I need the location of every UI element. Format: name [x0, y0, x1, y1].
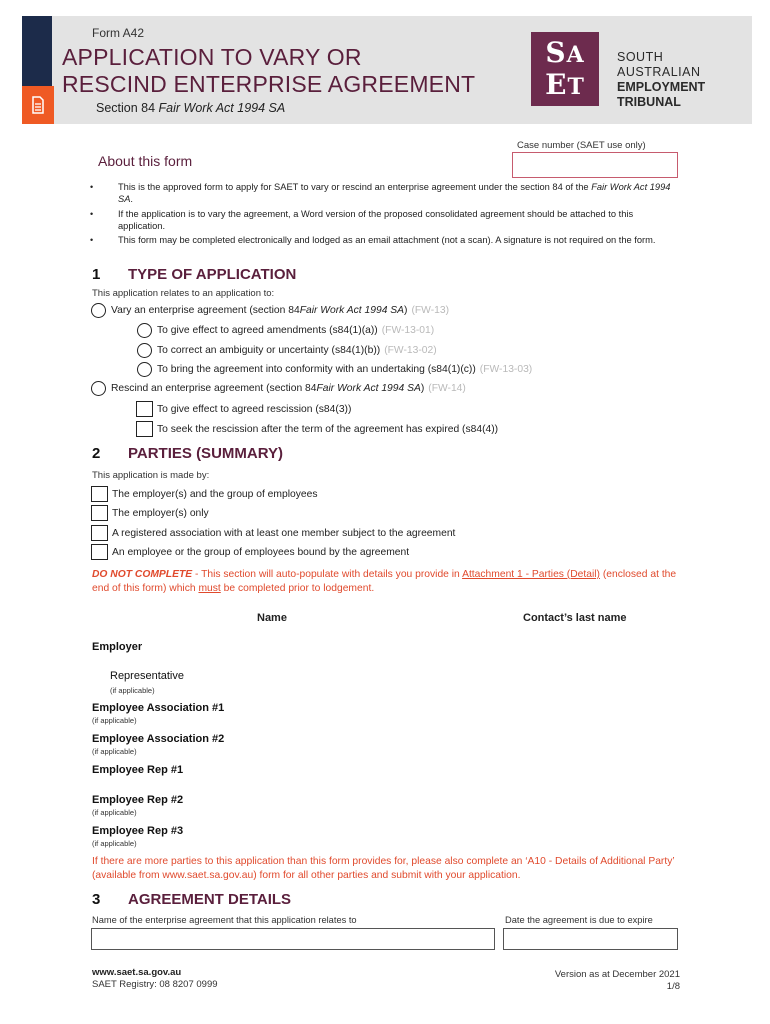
- party-representative-label: Representative: [110, 670, 184, 682]
- title-line-2: RESCIND ENTERPRISE AGREEMENT: [62, 71, 476, 97]
- radio-circle[interactable]: [137, 323, 152, 338]
- page-subtitle: [96, 101, 285, 115]
- checkbox[interactable]: [91, 505, 108, 521]
- subtitle-act: Fair Work Act 1994 SA: [158, 101, 286, 115]
- party-option-employer-and-employees[interactable]: The employer(s) and the group of employees: [91, 486, 317, 502]
- expiry-date-label: Date the agreement is due to expire: [505, 915, 653, 925]
- agreement-name-field[interactable]: [91, 928, 495, 950]
- column-header-name: Name: [257, 612, 287, 624]
- logo-line: SOUTH: [617, 50, 664, 64]
- radio-circle[interactable]: [137, 362, 152, 377]
- subtitle-prefix: Section 84: [96, 101, 159, 115]
- radio-circle[interactable]: [91, 303, 106, 318]
- logo-line: AUSTRALIAN: [617, 65, 701, 79]
- rescind-agreement-radio[interactable]: Rescind an enterprise agreement (section 84 Fair Work Act 1994 SA ) (FW-14): [91, 381, 466, 396]
- footer-website[interactable]: www.saet.sa.gov.au: [92, 967, 182, 978]
- if-applicable-note: (if applicable): [110, 686, 155, 695]
- if-applicable-note: (if applicable): [92, 716, 137, 725]
- vary-option-ambiguity[interactable]: To correct an ambiguity or uncertainty (s84(1)(b)) (FW-13-02): [137, 343, 437, 358]
- vary-agreement-radio[interactable]: Vary an enterprise agreement (section 84 Fair Work Act 1994 SA ) (FW-13): [91, 303, 449, 318]
- checkbox[interactable]: [136, 401, 153, 417]
- case-number-field[interactable]: [512, 152, 678, 178]
- additional-parties-notice: If there are more parties to this application than this form provides for, please also complete an ‘A10 - Details of Additional Party’ (available from www.saet.sa.gov.au) form for all other parties and submit with your application.: [92, 856, 675, 881]
- footer-registry: SAET Registry: 08 8207 0999: [92, 979, 218, 990]
- party-association-2-label: Employee Association #2: [92, 733, 225, 745]
- footer-version: Version as at December 2021: [554, 969, 680, 980]
- party-rep-3-label: Employee Rep #3: [92, 825, 184, 837]
- about-bullet: • This form may be completed electronically and lodged as an email attachment (not a scan). A signature is not required on the form.: [90, 235, 656, 245]
- vary-option-amendments[interactable]: To give effect to agreed amendments (s84(1)(a)) (FW-13-01): [137, 323, 434, 338]
- column-header-contact: Contact’s last name: [523, 612, 627, 624]
- expiry-date-field[interactable]: [503, 928, 678, 950]
- saet-logo: SA ET: [531, 32, 599, 106]
- checkbox[interactable]: [136, 421, 153, 437]
- section-3-title: AGREEMENT DETAILS: [128, 891, 292, 908]
- party-rep-2-label: Employee Rep #2: [92, 794, 184, 806]
- title-line-1: APPLICATION TO VARY OR: [62, 44, 362, 70]
- section-1-title: TYPE OF APPLICATION: [128, 266, 297, 283]
- rescind-option-expired[interactable]: To seek the rescission after the term of the agreement has expired (s84(4)): [136, 421, 498, 437]
- if-applicable-note: (if applicable): [92, 839, 137, 848]
- logo-line: TRIBUNAL: [617, 95, 681, 109]
- page-number: 1/8: [666, 981, 680, 992]
- party-rep-1-label: Employee Rep #1: [92, 764, 184, 776]
- page-title: [62, 44, 475, 98]
- section-2-intro: This application is made by:: [92, 470, 210, 481]
- form-number: Form A42: [92, 26, 145, 40]
- document-icon: [22, 86, 54, 124]
- party-option-employee-group[interactable]: An employee or the group of employees bound by the agreement: [91, 544, 409, 560]
- section-2-number: 2: [92, 445, 101, 462]
- section-1-intro: This application relates to an application to:: [92, 288, 275, 299]
- party-option-employer-only[interactable]: The employer(s) only: [91, 505, 209, 521]
- if-applicable-note: (if applicable): [92, 808, 137, 817]
- party-employer-label: Employer: [92, 641, 143, 653]
- section-1-number: 1: [92, 266, 101, 283]
- if-applicable-note: (if applicable): [92, 747, 137, 756]
- case-number-label: Case number (SAET use only): [517, 140, 646, 151]
- checkbox[interactable]: [91, 544, 108, 560]
- about-heading: About this form: [98, 153, 193, 169]
- logo-wordmark: [617, 50, 705, 110]
- vary-option-undertaking[interactable]: To bring the agreement into conformity with an undertaking (s84(1)(c)) (FW-13-03): [137, 362, 532, 377]
- checkbox[interactable]: [91, 486, 108, 502]
- section-2-title: PARTIES (SUMMARY): [128, 445, 283, 462]
- party-association-1-label: Employee Association #1: [92, 702, 225, 714]
- agreement-name-label: Name of the enterprise agreement that this application relates to: [92, 915, 357, 925]
- radio-circle[interactable]: [137, 343, 152, 358]
- rescind-option-agreed[interactable]: To give effect to agreed rescission (s84(3)): [136, 401, 351, 417]
- checkbox[interactable]: [91, 525, 108, 541]
- party-option-registered-association[interactable]: A registered association with at least one member subject to the agreement: [91, 525, 455, 541]
- radio-circle[interactable]: [91, 381, 106, 396]
- section-3-number: 3: [92, 891, 101, 908]
- about-bullet: • This is the approved form to apply for SAET to vary or rescind an enterprise agreement under the section 84 of the Fair Work Act 1994 SA.: [90, 182, 671, 204]
- do-not-complete-notice: DO NOT COMPLETE - This section will auto-populate with details you provide in Attachment 1 - Parties (Detail) (enclosed at the end of this form) which must be completed prior to lodgement.: [92, 569, 677, 594]
- about-bullet: • If the application is to vary the agreement, a Word version of the proposed consolidated agreement should be attached to this application.: [90, 209, 634, 231]
- attachment-link[interactable]: Attachment 1 - Parties (Detail): [462, 569, 600, 580]
- logo-line: EMPLOYMENT: [617, 80, 706, 94]
